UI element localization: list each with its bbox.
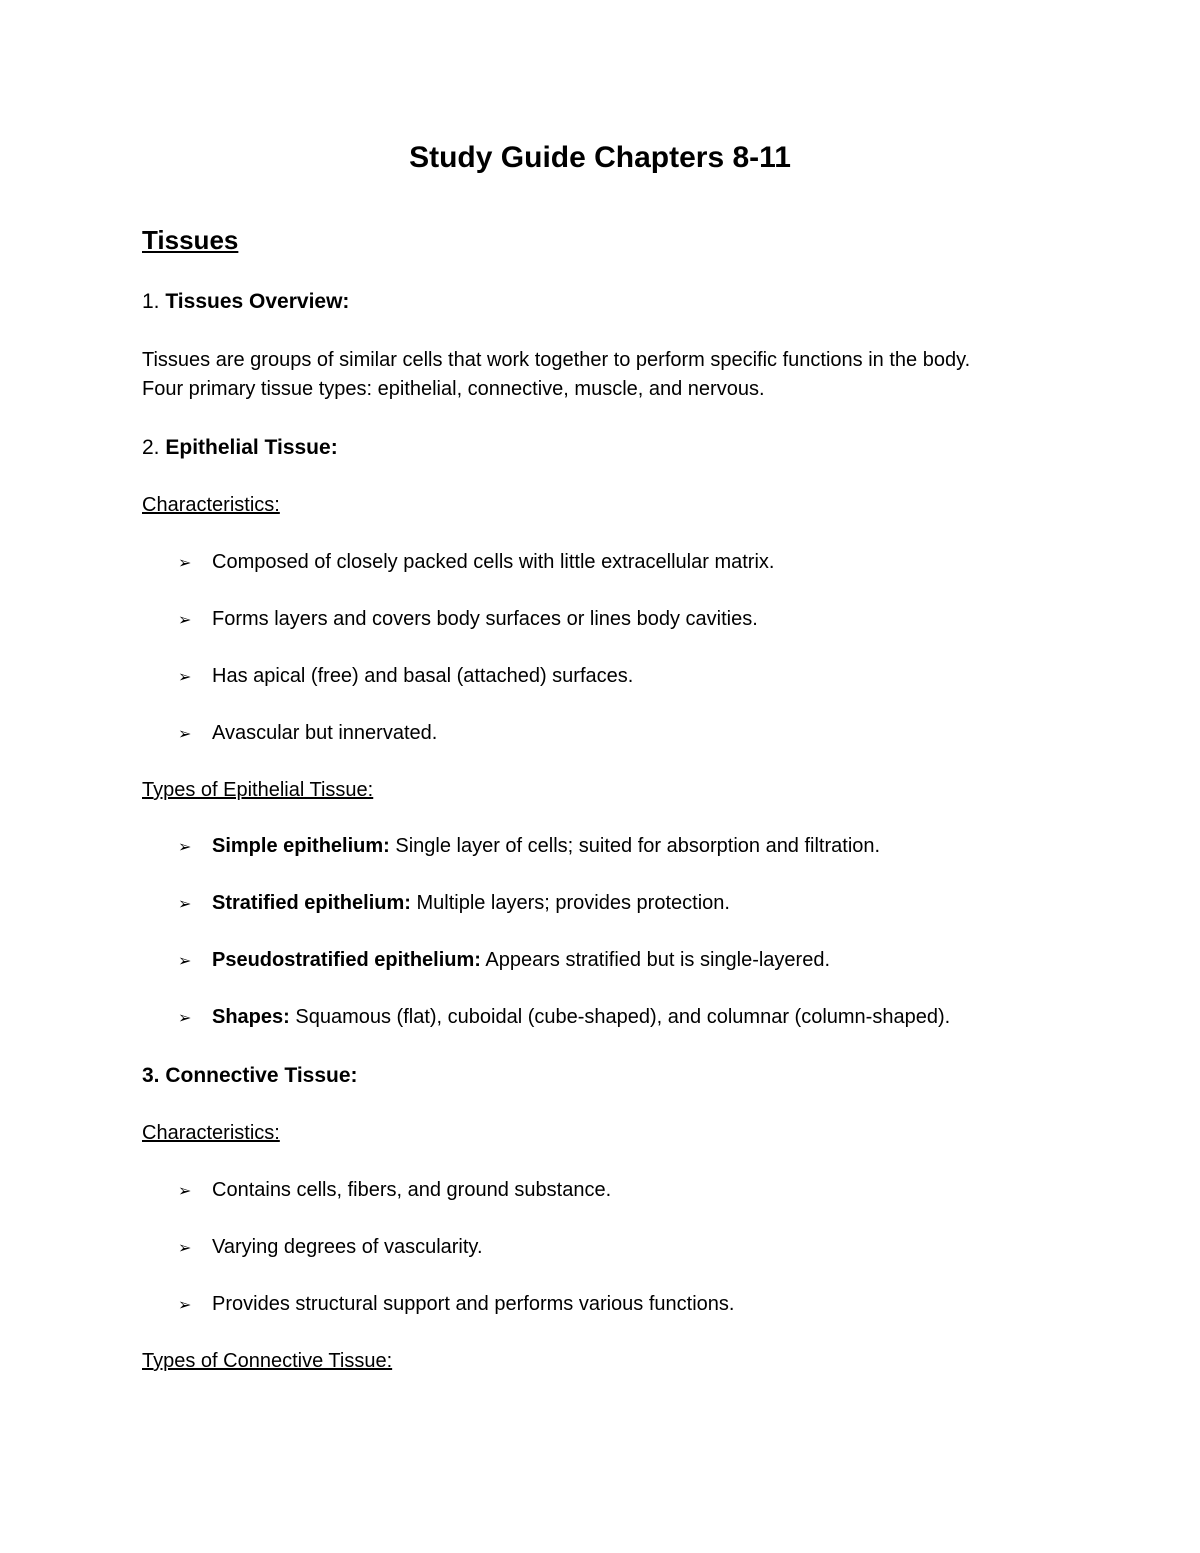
heading-number: 1. — [142, 290, 166, 313]
arrow-bullet-icon: ➢ — [178, 553, 192, 572]
document-title: Study Guide Chapters 8-11 — [409, 141, 791, 174]
heading-tissues-overview — [142, 290, 349, 314]
epithelial-characteristics-label: Characteristics: — [142, 494, 280, 516]
connective-characteristics-label: Characteristics: — [142, 1122, 280, 1144]
list-item-text: Forms layers and covers body surfaces or lines body cavities. — [212, 608, 758, 630]
arrow-bullet-icon: ➢ — [178, 894, 192, 913]
list-item — [178, 949, 830, 972]
definition: Single layer of cells; suited for absorption and filtration. — [389, 835, 881, 857]
list-item-text: Avascular but innervated. — [212, 722, 438, 744]
section-heading-tissues: Tissues — [142, 225, 239, 255]
definition: Squamous (flat), cuboidal (cube-shaped), and columnar (column-shaped). — [289, 1006, 951, 1028]
arrow-bullet-icon: ➢ — [178, 1008, 192, 1027]
epithelial-types-label: Types of Epithelial Tissue: — [142, 779, 374, 801]
definition: Appears stratified but is single-layered. — [480, 949, 831, 971]
term: Shapes: — [212, 1006, 290, 1028]
heading-epithelial-tissue — [142, 436, 338, 460]
list-item-text: Contains cells, fibers, and ground substance. — [212, 1179, 612, 1201]
heading-number: 2. — [142, 436, 166, 459]
arrow-bullet-icon: ➢ — [178, 1295, 192, 1314]
list-item — [178, 722, 437, 745]
list-item — [178, 1179, 611, 1202]
arrow-bullet-icon: ➢ — [178, 1238, 192, 1257]
list-item-text: Has apical (free) and basal (attached) surfaces. — [212, 665, 634, 687]
arrow-bullet-icon: ➢ — [178, 837, 192, 856]
arrow-bullet-icon: ➢ — [178, 951, 192, 970]
arrow-bullet-icon: ➢ — [178, 1181, 192, 1200]
heading-connective-tissue — [142, 1064, 358, 1088]
overview-line-2: Four primary tissue types: epithelial, connective, muscle, and nervous. — [142, 378, 765, 400]
term: Pseudostratified epithelium: — [212, 949, 481, 971]
list-item-text: Provides structural support and performs various functions. — [212, 1293, 735, 1315]
list-item — [178, 1293, 734, 1316]
list-item — [178, 892, 730, 915]
list-item — [178, 1006, 950, 1029]
overview-line-1: Tissues are groups of similar cells that work together to perform specific functions in the body. — [142, 349, 971, 371]
arrow-bullet-icon: ➢ — [178, 724, 192, 743]
list-item-text: Composed of closely packed cells with little extracellular matrix. — [212, 551, 775, 573]
list-item-text: Varying degrees of vascularity. — [212, 1236, 483, 1258]
heading-text: Epithelial Tissue: — [165, 436, 338, 459]
connective-types-label: Types of Connective Tissue: — [142, 1350, 393, 1372]
term: Simple epithelium: — [212, 835, 390, 857]
arrow-bullet-icon: ➢ — [178, 667, 192, 686]
heading-text: Tissues Overview: — [165, 290, 350, 313]
list-item — [178, 551, 774, 574]
arrow-bullet-icon: ➢ — [178, 610, 192, 629]
heading-text: 3. Connective Tissue: — [142, 1064, 358, 1087]
list-item — [178, 1236, 483, 1259]
list-item — [178, 665, 633, 688]
list-item — [178, 835, 880, 858]
term: Stratified epithelium: — [212, 892, 411, 914]
definition: Multiple layers; provides protection. — [410, 892, 730, 914]
list-item — [178, 608, 758, 631]
